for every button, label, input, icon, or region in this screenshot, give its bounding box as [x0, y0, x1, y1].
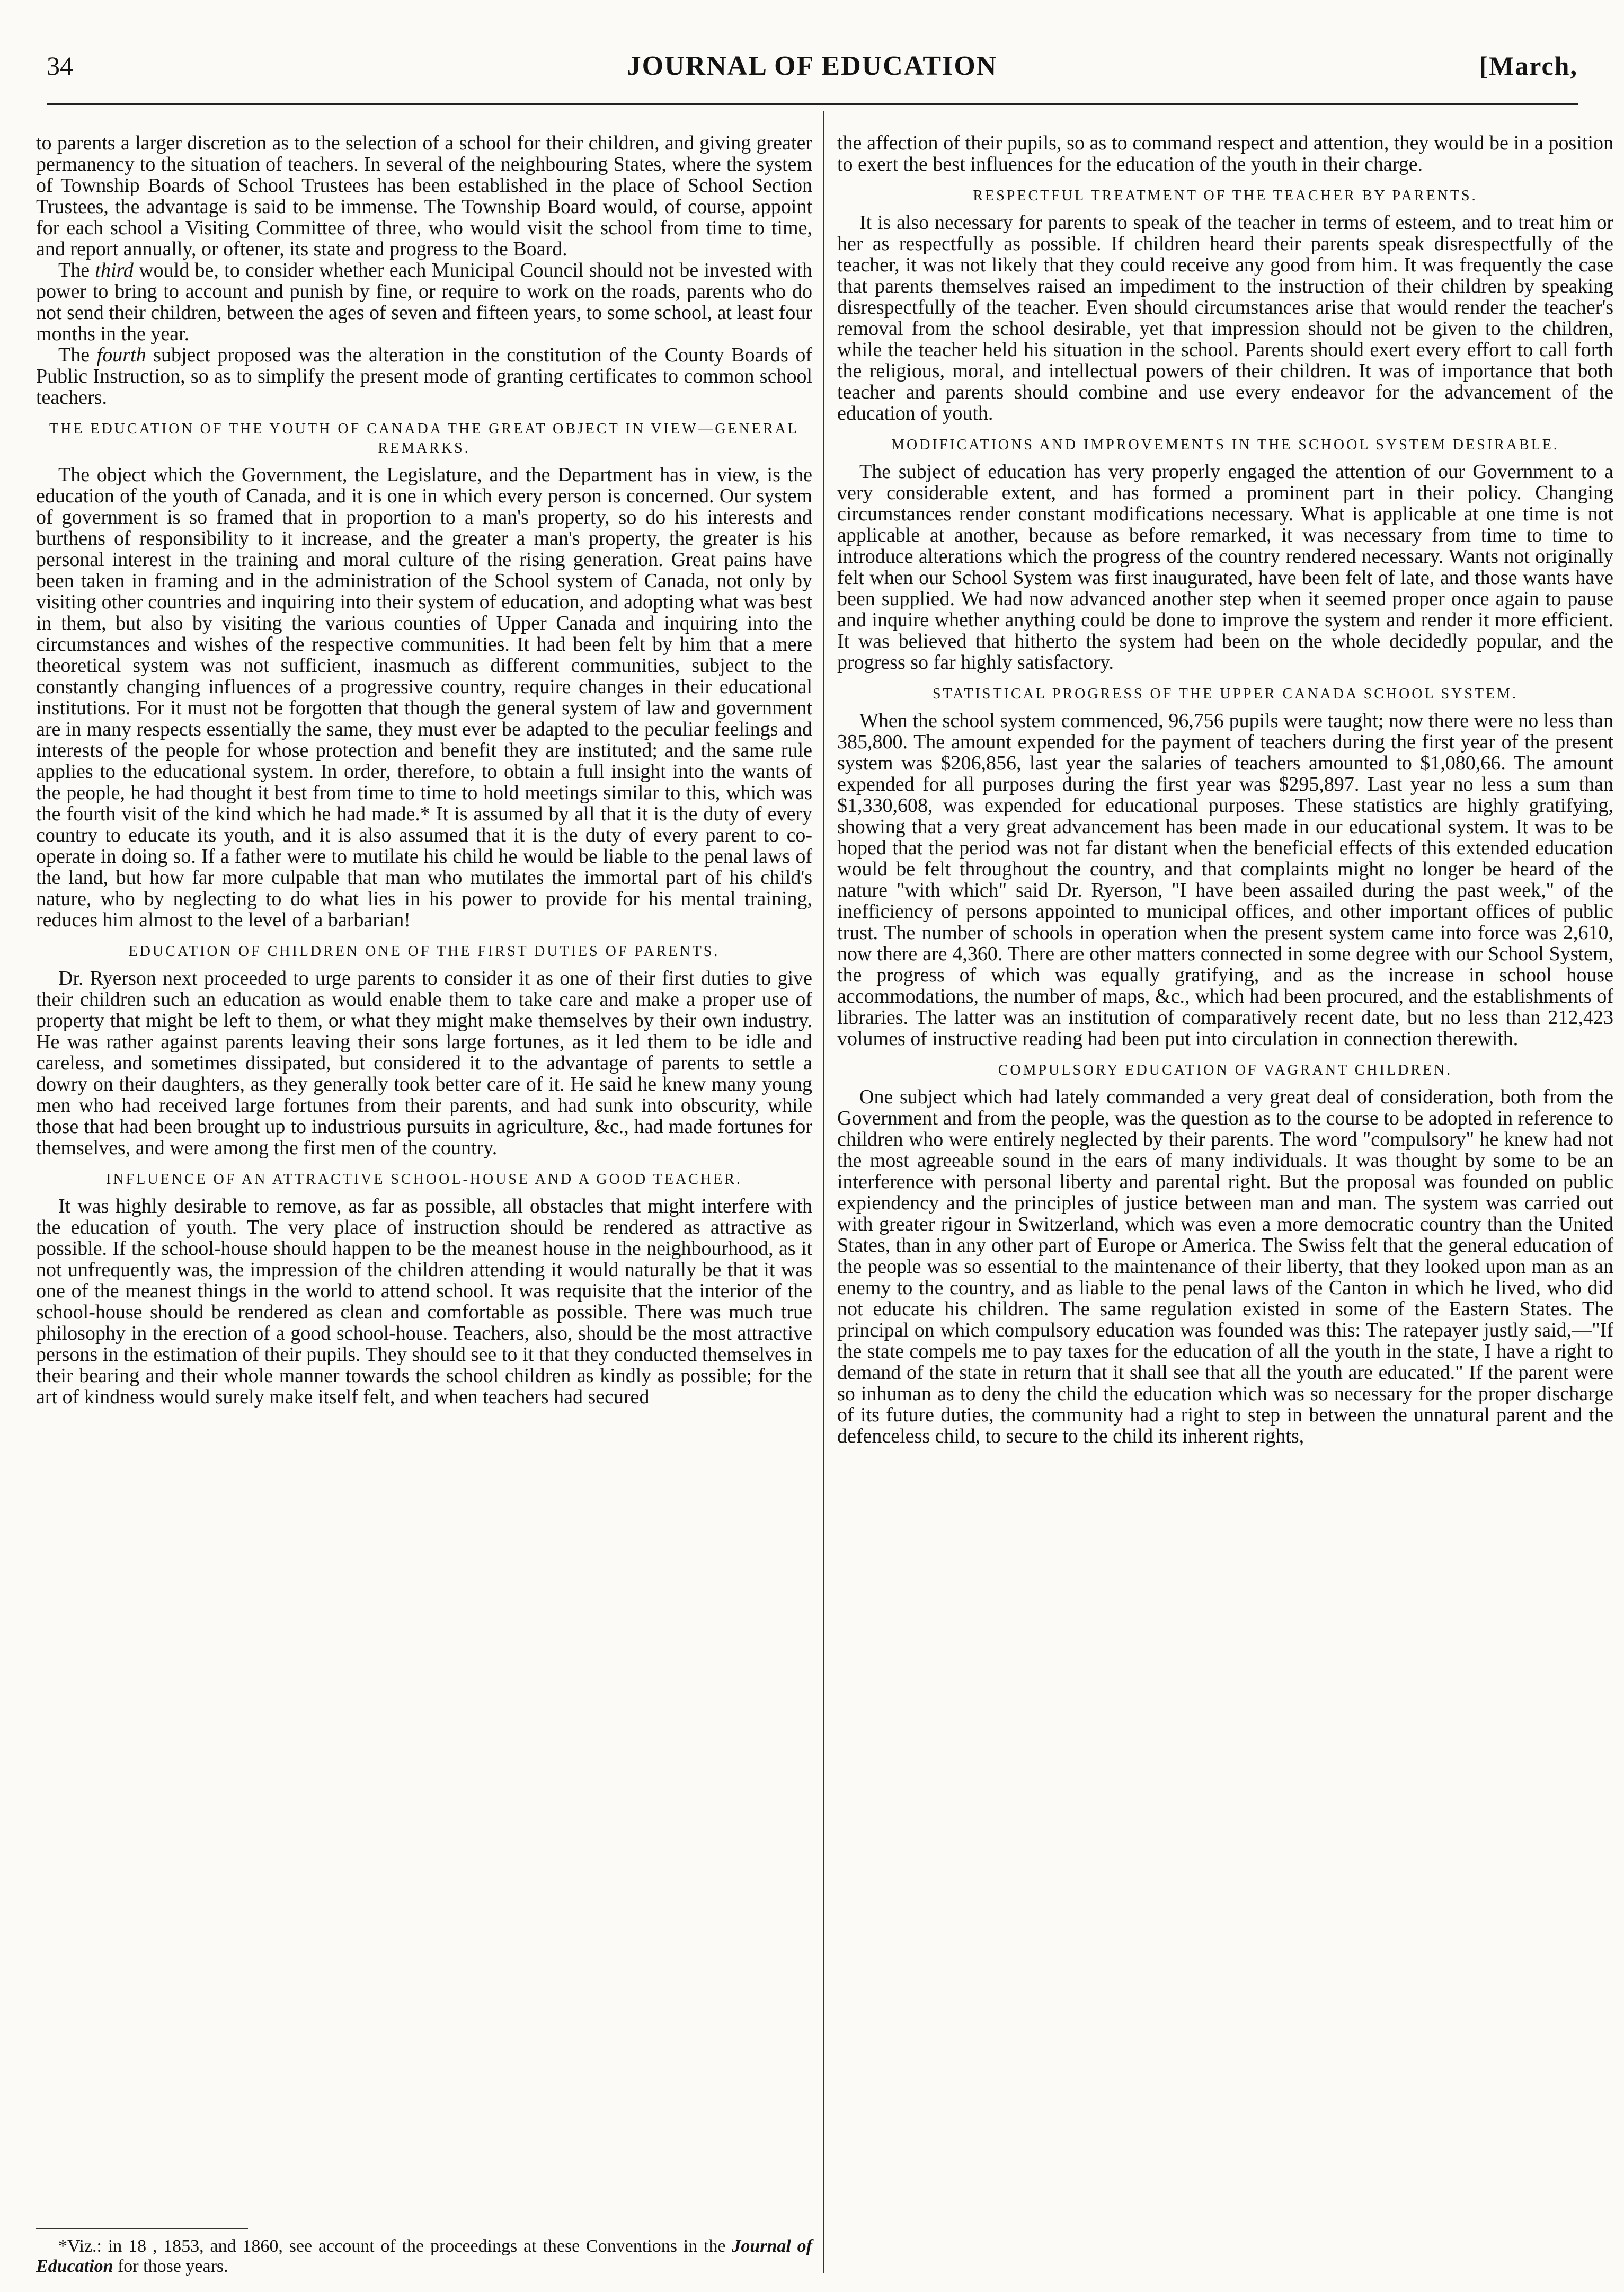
section-heading: INFLUENCE OF AN ATTRACTIVE SCHOOL-HOUSE AND A GOOD TEACHER. — [106, 1171, 742, 1188]
section-heading: STATISTICAL PROGRESS OF THE UPPER CANADA SCHOOL SYSTEM. — [932, 686, 1519, 702]
header-rule — [47, 103, 1578, 105]
paragraph: Dr. Ryerson next proceeded to urge parents to consider it as one of their first duties to give their children such an education as would enable them to take care and make a proper use of property that might be left to them, or what they might make themselves by their own industry. He was rather against parents leaving their sons large fortunes, as it led them to be idle and careless, and sometimes dissipated, but considered it to the advantage of parents to settle a dowry on their daughters, as they generally took better care of it. He said he knew many young men who had received large fortunes from their parents, and had sunk into obscurity, while those that had been brought up to industrious pursuits in agriculture, &c., had made fortunes for themselves, and were among the first men of the country. — [36, 967, 812, 1159]
page-number: 34 — [47, 51, 73, 81]
column-divider — [823, 111, 824, 2273]
footnote-rule — [36, 2228, 248, 2229]
paragraph: The third would be, to consider whether each Municipal Council should not be invested with power to bring to account and punish by fine, or require to work on the roads, parents who do not send their children, between the ages of seven and fifteen years, to some school, at least four months in the year. — [36, 259, 813, 345]
section-heading: THE EDUCATION OF THE YOUTH OF CANADA THE GREAT OBJECT IN VIEW—GENERAL REMARKS. — [49, 421, 799, 456]
section-heading: MODIFICATIONS AND IMPROVEMENTS IN THE SCHOOL SYSTEM DESIRABLE. — [891, 437, 1559, 453]
right-column — [837, 132, 1613, 1447]
section-heading: COMPULSORY EDUCATION OF VAGRANT CHILDREN. — [998, 1062, 1453, 1078]
journal-title: JOURNAL OF EDUCATION — [627, 51, 998, 81]
paragraph: The fourth subject proposed was the alteration in the constitution of the County Boards of Public Instruction, so as to simplify the present mode of granting certificates to common school teachers. — [36, 344, 813, 409]
left-column — [36, 132, 812, 1408]
running-head — [47, 50, 1578, 87]
section-heading: RESPECTFUL TREATMENT OF THE TEACHER BY PARENTS. — [973, 188, 1478, 204]
paragraph: It was highly desirable to remove, as far as possible, all obstacles that might interfere with the education of youth. The very place of instruction should be rendered as attractive as possible. If the school-house should happen to be the meanest house in the neighbourhood, as it not unfrequently was, the impression of the children attending it would naturally be that it was one of the meanest things in the world to attend school. It was requisite that the interior of the school-house should be rendered as clean and comfortable as possible. There was much true philosophy in the erection of a good school-house. Teachers, also, should be the most attractive persons in the estimation of their pupils. They should see to it that they conducted themselves in their bearing and their whole manner towards the school children as kindly as possible; for the art of kindness would surely make itself felt, and when teachers had secured — [36, 1195, 812, 1408]
paragraph: When the school system commenced, 96,756 pupils were taught; now there were no less than 385,800. The amount expended for the payment of teachers during the first year of the present system was $206,856, last year the salaries of teachers amounted to $1,080,66. The amount expended for all purposes during the first year was $295,897. Last year no less a sum than $1,330,608, was expended for educational purposes. These statistics are highly gratifying, showing that a very great advancement has been made in our educational system. It was to be hoped that the period was not far distant when the beneficial effects of this extended education would be felt throughout the country, and that complaints might no longer be heard of the nature "with which" said Dr. Ryerson, "I have been assailed during the past week," of the inefficiency of persons appointed to municipal offices, and other important offices of public trust. The number of schools in operation when the present system came into force was 2,610, now there are 4,360. There are other matters connected in some degree with our School System, the progress of which was equally gratifying, and as the increase in school house accommodations, the number of maps, &c., which had been procured, and the establishments of libraries. The latter was an institution of comparatively recent date, but no less than 212,423 volumes of instructive reading had been put into circulation in connection therewith. — [837, 710, 1613, 1050]
paragraph: The object which the Government, the Legislature, and the Department has in view, is the education of the youth of Canada, and it is one in which every person is concerned. Our system of government is so framed that in proportion to a man's property, so do his interests and burthens of responsibility to it increase, and the greater a man's property, the greater is his personal interest in the training and moral culture of the rising generation. Great pains have been taken in framing and in the administration of the School system of Canada, not only by visiting other countries and inquiring into their system of education, and adopting what was best in them, but also by visiting the various counties of Upper Canada and inquiring into the circumstances and wishes of the respective communities. It had been felt by him that a mere theoretical system was not sufficient, inasmuch as different communities, subject to the constantly changing influences of a progressive country, require changes in their educational institutions. For it must not be forgotten that though the general system of law and government are in many respects essentially the same, they must ever be adapted to the peculiar feelings and interests of the people for whose protection and benefit they are instituted; and the same rule applies to the educational system. In order, therefore, to obtain a full insight into the wants of the people, he had thought it best from time to time to hold meetings similar to this, which was the fourth visit of the kind which he had made.* It is assumed by all that it is the duty of every country to educate its youth, and it is also assumed that it is the duty of every parent to co-operate in doing so. If a father were to mutilate his child he would be liable to the penal laws of the land, but how far more culpable that man who mutilates the immortal part of his child's nature, who by neglecting to do what lies in his power to provide for his mental training, reduces him almost to the level of a barbarian! — [36, 464, 812, 931]
footnote: *Viz.: in 18 , 1853, and 1860, see account of the proceedings at these Conventions in the Journal of Education for those years. — [36, 2236, 812, 2276]
paragraph: the affection of their pupils, so as to command respect and attention, they would be in a position to exert the best influences for the education of the youth in their charge. — [837, 132, 1613, 175]
issue-month: [March, — [1479, 51, 1578, 81]
paragraph: It is also necessary for parents to speak of the teacher in terms of esteem, and to treat him or her as respectfully as possible. If children heard their parents speak disrespectfully of the teacher, it was not likely that they could receive any good from him. It was frequently the case that parents themselves raised an impediment to the instruction of their children by speaking disrespectfully of the teacher. Even should circumstances arise that would render the teacher's removal from the school desirable, yet that impression should not be given to the children, while the teacher held his situation in the school. Parents should exert every effort to call forth the religious, moral, and intellectual powers of their children. It was of importance that both teacher and parents should combine and use every endeavor for the advancement of the education of youth. — [837, 211, 1613, 424]
paragraph: to parents a larger discretion as to the selection of a school for their children, and giving greater permanency to the situation of teachers. In several of the neighbouring States, where the system of Township Boards of School Trustees has been established in the place of School Section Trustees, the advantage is said to be immense. The Township Board would, of course, appoint for each school a Visiting Committee of three, who would visit the school from time to time, and report annually, or oftener, its state and progress to the Board. — [36, 132, 812, 260]
paragraph: The subject of education has very properly engaged the attention of our Government to a very considerable extent, and has formed a prominent part in their policy. Changing circumstances render constant modifications necessary. What is applicable at one time is not applicable at another, because as before remarked, it was necessary from time to time to introduce alterations which the progress of the country rendered necessary. Wants not originally felt when our School System was first inaugurated, have been felt of late, and those wants have been supplied. We had now advanced another step when it seemed proper once again to pause and inquire whether anything could be done to improve the system and render it more efficient. It was believed that hitherto the system had been on the whole decidedly popular, and the progress so far highly satisfactory. — [837, 461, 1613, 674]
paragraph: One subject which had lately commanded a very great deal of consideration, both from the Government and from the people, was the question as to the course to be adopted in reference to children who were entirely neglected by their parents. The word "compulsory" he knew had not the most agreeable sound in the ears of many individuals. It was thought by some to be an interference with personal liberty and parental right. But the proposal was founded on public expiendency and the principles of justice between man and man. The system was carried out with greater rigour in Switzerland, which was even a more democratic country than the United States, than in any other part of Europe or America. The Swiss felt that the general education of the people was so essential to the maintenance of their liberty, that they looked upon man as an enemy to the country, and as liable to the penal laws of the Canton in which he lived, who did not educate his children. The same regulation existed in some of the Eastern States. The principal on which compulsory education was founded was this: The ratepayer justly said,—"If the state compels me to pay taxes for the education of all the youth in the state, I have a right to demand of the state in return that it shall see that all the youth are educated." If the parent were so inhuman as to deny the child the education which was so necessary for the proper discharge of its future duties, the community had a right to step in between the unnatural parent and the defenceless child, to secure to the child its inherent rights, — [837, 1086, 1613, 1447]
section-heading: EDUCATION OF CHILDREN ONE OF THE FIRST DUTIES OF PARENTS. — [128, 943, 720, 960]
